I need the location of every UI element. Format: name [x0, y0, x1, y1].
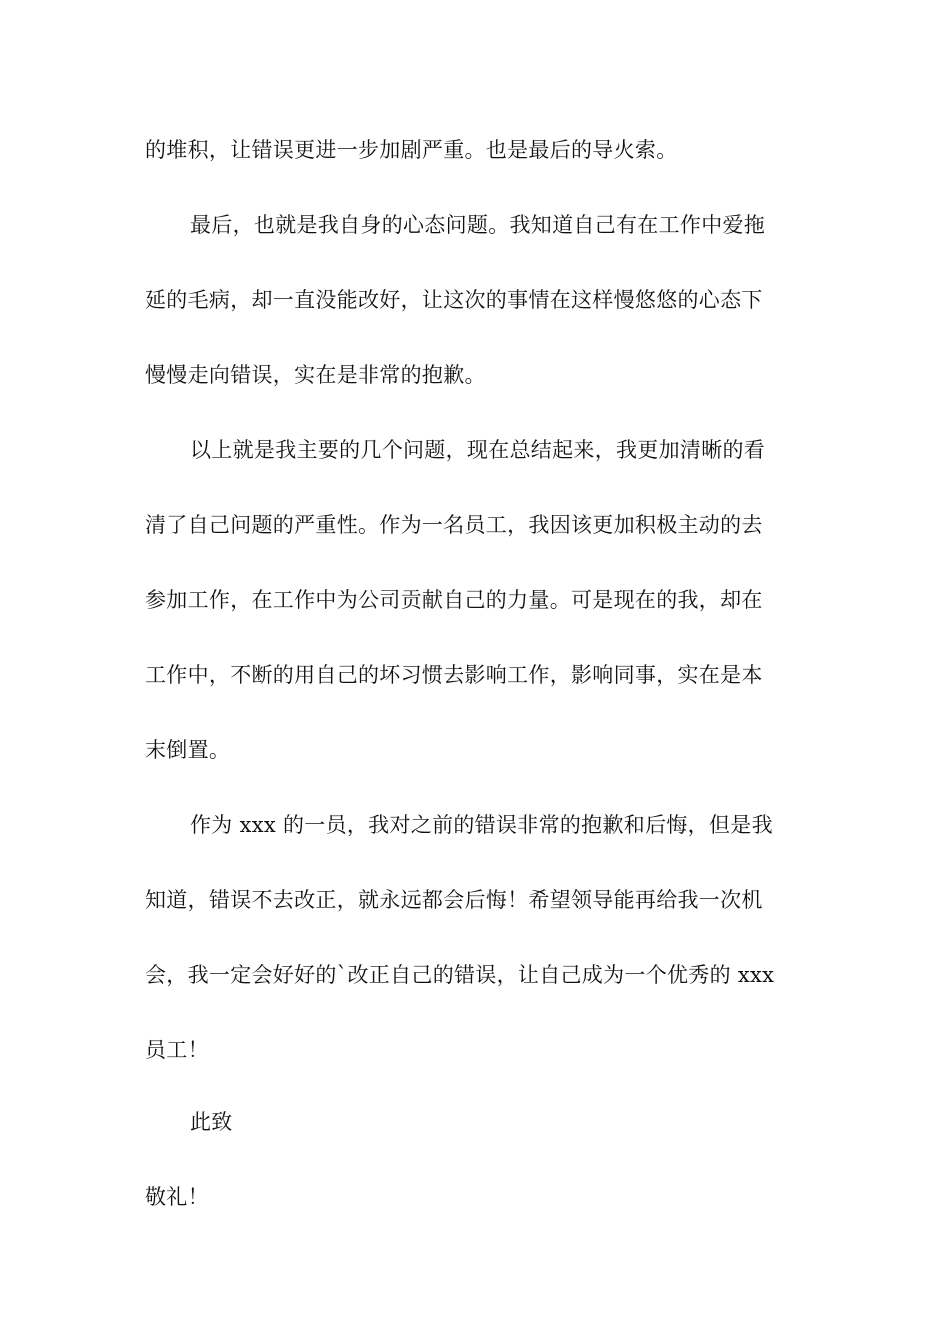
paragraph-line: 会，我一定会好好的`改正自己的错误，让自己成为一个优秀的 xxx [145, 963, 775, 987]
paragraph-line: 工作中，不断的用自己的坏习惯去影响工作，影响同事，实在是本 [145, 663, 763, 687]
paragraph-line: 知道，错误不去改正，就永远都会后悔！希望领导能再给我一次机 [145, 888, 763, 912]
paragraph-line: 末倒置。 [145, 738, 231, 762]
paragraph-line: 的堆积，让错误更进一步加剧严重。也是最后的导火索。 [145, 138, 678, 162]
paragraph-line: 最后，也就是我自身的心态问题。我知道自己有在工作中爱拖 [190, 213, 766, 237]
paragraph-line: 以上就是我主要的几个问题，现在总结起来，我更加清晰的看 [190, 438, 766, 462]
paragraph-line: 延的毛病，却一直没能改好，让这次的事情在这样慢悠悠的心态下 [145, 288, 763, 312]
paragraph-line: 员工！ [145, 1038, 209, 1062]
paragraph-line: 参加工作，在工作中为公司贡献自己的力量。可是现在的我，却在 [145, 588, 763, 612]
paragraph-line: 作为 xxx 的一员，我对之前的错误非常的抱歉和后悔，但是我 [190, 813, 773, 837]
paragraph-line: 慢慢走向错误，实在是非常的抱歉。 [145, 363, 486, 387]
paragraph-line: 清了自己问题的严重性。作为一名员工，我因该更加积极主动的去 [145, 513, 763, 537]
closing-regards: 敬礼！ [145, 1185, 209, 1209]
closing-salutation: 此致 [190, 1110, 233, 1134]
